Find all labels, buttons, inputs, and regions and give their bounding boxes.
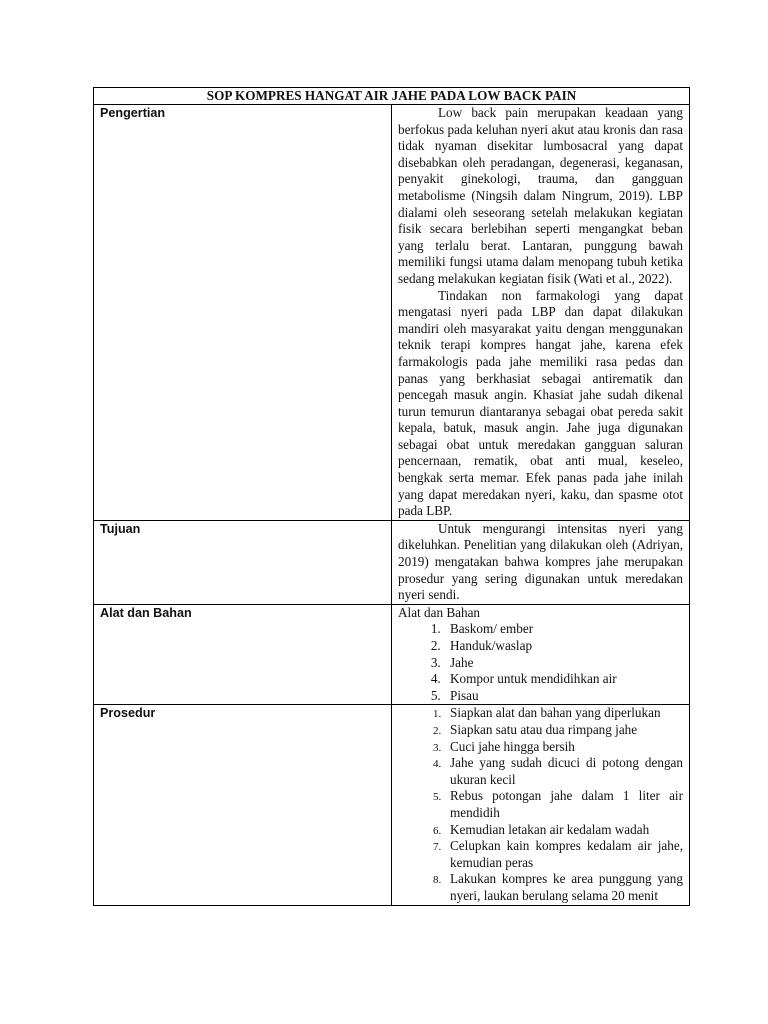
prosedur-content bbox=[392, 705, 690, 905]
prosedur-row bbox=[94, 705, 690, 905]
list-item: 7. Celupkan kain kompres kedalam air jahe, kemudian peras bbox=[444, 838, 683, 871]
tujuan-label: Tujuan bbox=[94, 520, 392, 604]
list-item: 8. Lakukan kompres ke area punggung yang nyeri, laukan berulang selama 20 menit bbox=[444, 871, 683, 904]
list-item: 5. Pisau bbox=[444, 688, 683, 705]
list-item: 2. Siapkan satu atau dua rimpang jahe bbox=[444, 722, 683, 739]
tujuan-row bbox=[94, 520, 690, 604]
alat-list bbox=[398, 621, 683, 704]
pengertian-row bbox=[94, 105, 690, 521]
alat-content bbox=[392, 604, 690, 705]
list-item: 4. Kompor untuk mendidihkan air bbox=[444, 671, 683, 688]
list-item: 1. Baskom/ ember bbox=[444, 621, 683, 638]
pengertian-paragraph: Low back pain merupakan keadaan yang berfokus pada keluhan nyeri akut atau kronis dan rasa tidak nyaman disekitar lumbosacral yang dapat disebabkan oleh peradangan, degenerasi, keganasan, penyakit ginekologi, trauma, dan gangguan metabolisme (Ningsih dalam Ningrum, 2019). LBP dialami oleh seseorang setelah melakukan kegiatan fisik secara berlebihan seperti mengangkat beban yang terlalu berat. Lantaran, punggung bawah memiliki fungsi utama dalam menopang tubuh ketika sedang melakukan kegiatan fisik (Wati et al., 2022). bbox=[398, 105, 683, 286]
list-item: 2. Handuk/waslap bbox=[444, 638, 683, 655]
list-item: 3. Cuci jahe hingga bersih bbox=[444, 739, 683, 756]
pengertian-label: Pengertian bbox=[94, 105, 392, 521]
alat-row bbox=[94, 604, 690, 705]
tujuan-paragraph: Untuk mengurangi intensitas nyeri yang dikeluhkan. Penelitian yang dilakukan oleh (Adriyan, 2019) mengatakan bahwa kompres jahe merupakan prosedur yang sering digunakan untuk meredakan nyeri sendi. bbox=[398, 520, 683, 603]
title-row bbox=[94, 88, 690, 105]
sop-table bbox=[93, 87, 690, 906]
prosedur-list bbox=[398, 705, 683, 904]
document-title: SOP KOMPRES HANGAT AIR JAHE PADA LOW BACK PAIN bbox=[94, 88, 690, 105]
alat-heading: Alat dan Bahan bbox=[398, 604, 481, 620]
list-item: 4. Jahe yang sudah dicuci di potong dengan ukuran kecil bbox=[444, 755, 683, 788]
list-item: 5. Rebus potongan jahe dalam 1 liter air mendidih bbox=[444, 788, 683, 821]
pengertian-paragraph: Tindakan non farmakologi yang dapat mengatasi nyeri pada LBP dan dapat dilakukan mandiri oleh masyarakat yaitu dengan menggunakan teknik terapi kompres hangat jahe, karena efek farmakologis pada jahe memiliki rasa pedas dan panas yang berkhasiat sebagai antirematik dan pencegah masuk angin. Khasiat jahe sudah dikenal turun temurun diantaranya sebagai obat pereda sakit kepala, batuk, masuk angin. Jahe juga digunakan sebagai obat untuk meredakan gangguan saluran pencernaan, rematik, obat anti mual, keseleo, bengkak serta memar. Efek panas pada jahe inilah yang dapat meredakan nyeri, kaku, dan spasme otot pada LBP. bbox=[398, 287, 683, 519]
pengertian-content bbox=[392, 105, 690, 521]
list-item: 1. Siapkan alat dan bahan yang diperlukan bbox=[444, 705, 683, 722]
alat-label: Alat dan Bahan bbox=[94, 604, 392, 705]
prosedur-label: Prosedur bbox=[94, 705, 392, 905]
tujuan-content bbox=[392, 520, 690, 604]
list-item: 6. Kemudian letakan air kedalam wadah bbox=[444, 822, 683, 839]
list-item: 3. Jahe bbox=[444, 655, 683, 672]
